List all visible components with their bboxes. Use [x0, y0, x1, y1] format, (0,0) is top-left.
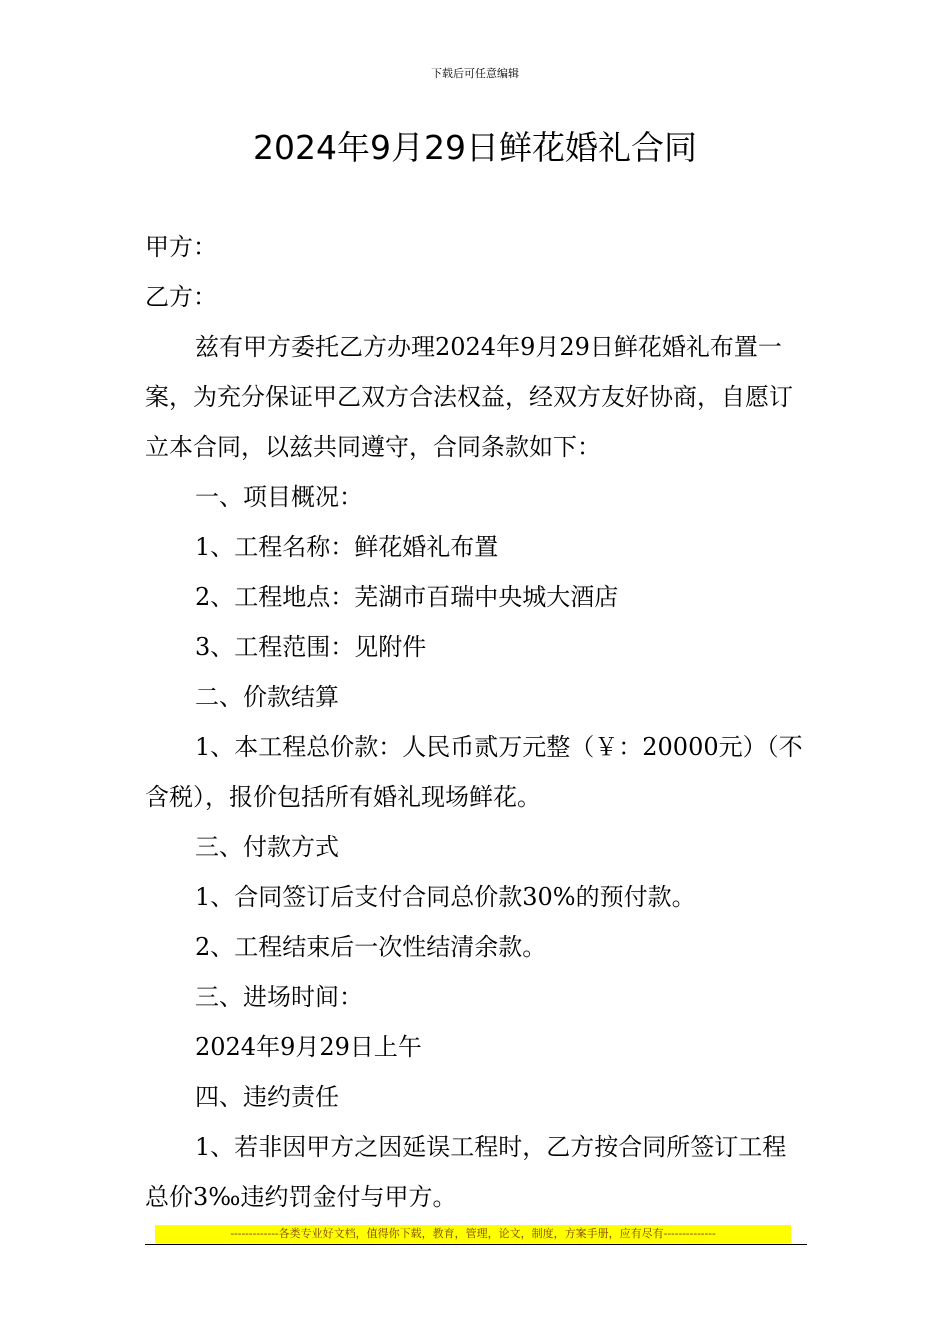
party-b-line: 乙方： [145, 283, 217, 311]
document-body [145, 222, 805, 1222]
section-heading-payment-method: 三、付款方式 [195, 833, 339, 861]
clause-prepayment: 1、合同签订后支付合同总价款30%的预付款。 [195, 883, 696, 911]
preamble-paragraph: 兹有甲方委托乙方办理2024年9月29日鲜花婚礼布置一案，为充分保证甲乙双方合法权益，经双方友好协商，自愿订立本合同，以兹共同遵守，合同条款如下： [145, 333, 793, 461]
clause-project-location: 2、工程地点：芜湖市百瑞中央城大酒店 [195, 583, 619, 611]
footer-divider [145, 1244, 807, 1245]
section-heading-liability: 四、违约责任 [195, 1083, 339, 1111]
section-heading-price-settlement: 二、价款结算 [195, 683, 339, 711]
footer-banner: -------------各类专业好文档，值得你下载，教育，管理，论文，制度，方案手册，应有尽有-------------- [155, 1225, 791, 1243]
clause-total-price: 1、本工程总价款：人民币贰万元整（￥：20000元）（不含税），报价包括所有婚礼现场鲜花。 [145, 733, 803, 811]
party-a-line: 甲方： [145, 233, 217, 261]
clause-entry-date: 2024年9月29日上午 [195, 1033, 422, 1061]
clause-project-scope: 3、工程范围：见附件 [195, 633, 427, 661]
section-heading-project-overview: 一、项目概况： [195, 483, 363, 511]
header-note: 下载后可任意编辑 [431, 67, 519, 80]
clause-project-name: 1、工程名称：鲜花婚礼布置 [195, 533, 499, 561]
section-heading-entry-time: 三、进场时间： [195, 983, 363, 1011]
clause-delay-penalty: 1、若非因甲方之因延误工程时，乙方按合同所签订工程总价3‰违约罚金付与甲方。 [145, 1133, 787, 1211]
document-title: 2024年9月29日鲜花婚礼合同 [253, 128, 697, 167]
clause-final-payment: 2、工程结束后一次性结清余款。 [195, 933, 547, 961]
